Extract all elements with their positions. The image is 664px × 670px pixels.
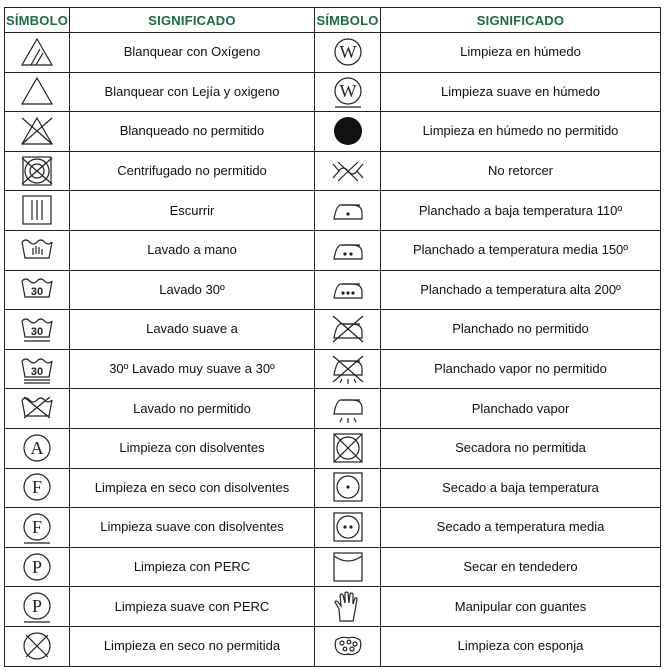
sponge-icon [330, 629, 366, 664]
table-row [5, 547, 661, 587]
symbol-cell [5, 270, 70, 310]
symbol-cell [5, 191, 70, 231]
meaning-cell: Secar en tendedero [381, 547, 661, 587]
meaning-cell: Blanquear con Lejía y oxigeno [70, 72, 315, 112]
no-wash-icon [19, 391, 55, 426]
meaning-cell: No retorcer [381, 151, 661, 191]
meaning-cell: Secadora no permitida [381, 428, 661, 468]
meaning-cell: Planchado a baja temperatura 110º [381, 191, 661, 231]
svg-text:W: W [339, 41, 356, 62]
table-row [5, 468, 661, 508]
meaning-cell: Lavado suave a [70, 310, 315, 350]
symbol-cell [315, 230, 381, 270]
symbol-cell [5, 310, 70, 350]
meaning-cell: Limpieza en húmedo no permitido [381, 112, 661, 152]
svg-text:F: F [31, 516, 43, 537]
symbol-cell [5, 112, 70, 152]
symbol-cell [315, 151, 381, 191]
table-row [5, 587, 661, 627]
symbol-cell [5, 626, 70, 666]
symbol-cell [5, 349, 70, 389]
gentle-wet-clean-icon [330, 74, 366, 109]
wet-clean-icon [330, 35, 366, 70]
meaning-cell: Planchado no permitido [381, 310, 661, 350]
symbol-cell [315, 428, 381, 468]
table-row [5, 151, 661, 191]
table-row [5, 508, 661, 548]
symbol-cell [5, 468, 70, 508]
no-wring-icon [330, 154, 366, 189]
table-row [5, 389, 661, 429]
drip-dry-icon [19, 193, 55, 228]
tumble-dry-low-icon [330, 470, 366, 505]
meaning-cell: Lavado 30º [70, 270, 315, 310]
meaning-cell: Limpieza suave con disolventes [70, 508, 315, 548]
header-row [5, 8, 661, 33]
gloves-icon [330, 589, 366, 624]
symbol-cell [315, 508, 381, 548]
meaning-cell: Planchado a temperatura alta 200º [381, 270, 661, 310]
meaning-cell: Manipular con guantes [381, 587, 661, 627]
meaning-cell: Secado a temperatura media [381, 508, 661, 548]
hand-wash-icon [19, 233, 55, 268]
meaning-cell: Lavado a mano [70, 230, 315, 270]
table-row [5, 428, 661, 468]
no-dry-clean-icon [19, 629, 55, 664]
no-tumble-dry-icon [330, 431, 366, 466]
symbol-cell [315, 310, 381, 350]
table-row [5, 349, 661, 389]
meaning-cell: Limpieza suave con PERC [70, 587, 315, 627]
no-spin-icon [19, 154, 55, 189]
gentle-dry-clean-p-icon [19, 589, 55, 624]
meaning-cell: Secado a baja temperatura [381, 468, 661, 508]
table-row [5, 33, 661, 73]
symbol-cell [315, 270, 381, 310]
dry-clean-f-icon [19, 470, 55, 505]
symbol-cell [5, 230, 70, 270]
symbol-cell [315, 72, 381, 112]
svg-text:F: F [31, 477, 43, 498]
table-row [5, 191, 661, 231]
meaning-cell: Blanquear con Oxígeno [70, 33, 315, 73]
meaning-cell: Centrifugado no permitido [70, 151, 315, 191]
symbol-cell [5, 389, 70, 429]
symbol-cell [315, 389, 381, 429]
svg-text:W: W [339, 81, 356, 102]
meaning-cell: Limpieza suave en húmedo [381, 72, 661, 112]
symbol-cell [5, 508, 70, 548]
line-dry-icon [330, 550, 366, 585]
svg-text:30: 30 [30, 365, 44, 378]
meaning-cell: Planchado a temperatura media 150º [381, 230, 661, 270]
symbol-cell [5, 151, 70, 191]
symbol-cell [5, 428, 70, 468]
wash-30-very-gentle-icon [19, 352, 55, 387]
symbol-cell [315, 468, 381, 508]
care-symbols-table [4, 7, 661, 667]
svg-text:A: A [30, 437, 44, 458]
no-steam-iron-icon [330, 352, 366, 387]
symbol-cell [5, 587, 70, 627]
svg-text:P: P [31, 596, 43, 617]
wash-30-icon [19, 272, 55, 307]
steam-iron-icon [330, 391, 366, 426]
symbol-cell [315, 191, 381, 231]
symbol-cell [315, 112, 381, 152]
meaning-cell: Limpieza en seco con disolventes [70, 468, 315, 508]
symbol-cell [315, 587, 381, 627]
tumble-dry-medium-icon [330, 510, 366, 545]
header-meaning: SIGNIFICADO [70, 8, 315, 33]
table-row [5, 626, 661, 666]
symbol-cell [315, 626, 381, 666]
iron-medium-icon [330, 233, 366, 268]
table-row [5, 112, 661, 152]
bleach-oxygen-icon [19, 35, 55, 70]
gentle-dry-clean-f-icon [19, 510, 55, 545]
meaning-cell: Blanqueado no permitido [70, 112, 315, 152]
iron-high-icon [330, 272, 366, 307]
iron-low-icon [330, 193, 366, 228]
header-symbol-2: SÍMBOLO [315, 8, 381, 33]
table-row [5, 310, 661, 350]
svg-text:P: P [31, 556, 43, 577]
table-row [5, 230, 661, 270]
symbol-cell [315, 33, 381, 73]
meaning-cell: Limpieza en húmedo [381, 33, 661, 73]
table-row [5, 72, 661, 112]
no-bleach-icon [19, 114, 55, 149]
symbol-cell [315, 547, 381, 587]
meaning-cell: Limpieza en seco no permitida [70, 626, 315, 666]
meaning-cell: Planchado vapor no permitido [381, 349, 661, 389]
meaning-cell: 30º Lavado muy suave a 30º [70, 349, 315, 389]
meaning-cell: Lavado no permitido [70, 389, 315, 429]
meaning-cell: Planchado vapor [381, 389, 661, 429]
dry-clean-p-icon [19, 550, 55, 585]
no-iron-icon [330, 312, 366, 347]
svg-text:30: 30 [30, 286, 44, 299]
symbol-cell [315, 349, 381, 389]
no-wet-clean-icon [330, 114, 366, 149]
header-symbol: SÍMBOLO [5, 8, 70, 33]
table-row [5, 270, 661, 310]
meaning-cell: Limpieza con PERC [70, 547, 315, 587]
solvent-clean-icon [19, 431, 55, 466]
svg-text:30: 30 [30, 325, 44, 338]
meaning-cell: Escurrir [70, 191, 315, 231]
symbol-cell [5, 33, 70, 73]
symbol-cell [5, 72, 70, 112]
bleach-icon [19, 74, 55, 109]
wash-30-gentle-icon [19, 312, 55, 347]
header-meaning-2: SIGNIFICADO [381, 8, 661, 33]
meaning-cell: Limpieza con esponja [381, 626, 661, 666]
meaning-cell: Limpieza con disolventes [70, 428, 315, 468]
symbol-cell [5, 547, 70, 587]
